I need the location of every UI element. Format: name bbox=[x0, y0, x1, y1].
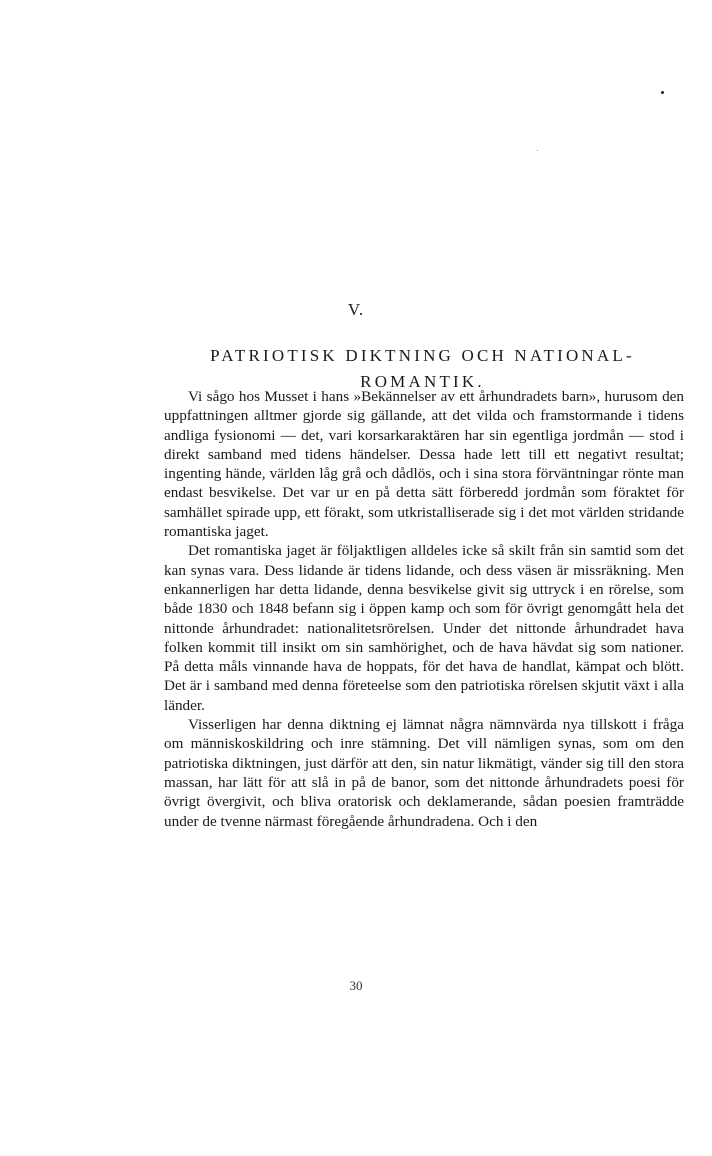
paragraph: Det romantiska jaget är följaktligen alldeles icke så skilt från sin samtid som det kan synas vara. Dess lidande är tidens lidande, och dess väsen är missräkning. Men enkannerligen har detta lidande, denna besvikelse givit sig uttryck i en rörelse, som både 1830 och 1848 befann sig i öppen kamp och som för övrigt genomgått hela det nittonde århundradet: nationalitetsrörelsen. Under det nittonde århundradet hava folken kommit till insikt om sin samhörighet, och de hava hävdat sig som nationer. På detta måls vinnande hava de hoppats, för det hava de handlat, kämpat och blött. Det är i samband med denna företeelse som den patriotiska rörelsen skjutit växt i alla länder. bbox=[164, 542, 684, 714]
body-text bbox=[164, 387, 684, 831]
chapter-title: PATRIOTISK DIKTNING OCH NATIONAL-ROMANTIK. bbox=[210, 346, 635, 391]
ink-speck bbox=[661, 91, 664, 94]
chapter-number: V. bbox=[347, 300, 365, 319]
paragraph: Visserligen har denna diktning ej lämnat några nämnvärda nya tillskott i fråga om människoskildring och inre stämning. Det vill nämligen synas, som om den patriotiska diktningen, just därför att den, sin natur likmätigt, vänder sig till den stora massan, har lätt för att slå in på de banor, som det nittonde århundradets poesi för övrigt övergivit, och bliva oratorisk och deklamerande, sådan poesien framträdde under de tvenne närmast föregående århundradena. Och i den bbox=[164, 716, 684, 830]
page-number: 30 bbox=[349, 978, 363, 993]
paragraph: Vi sågo hos Musset i hans »Bekännelser av ett århundradets barn», hurusom den uppfattningen alltmer gjorde sig gällande, att det vilda och framstormande i tidens andliga fysionomi — det, vari korsarkaraktären har sin egentliga jordmån — stod i direkt samband med tidens händelser. Dessa hade lett till ett negativt resultat; ingenting hände, världen låg grå och dådlös, och i sina stora förväntningar rönte man endast besvikelse. Det var ur en på detta sätt förberedd jordmån som föraktet för samhället spirade upp, ett förakt, som utkristalliserade sig i det mot världen stridande romantiska jaget. bbox=[164, 388, 684, 541]
ink-speck bbox=[537, 150, 538, 151]
